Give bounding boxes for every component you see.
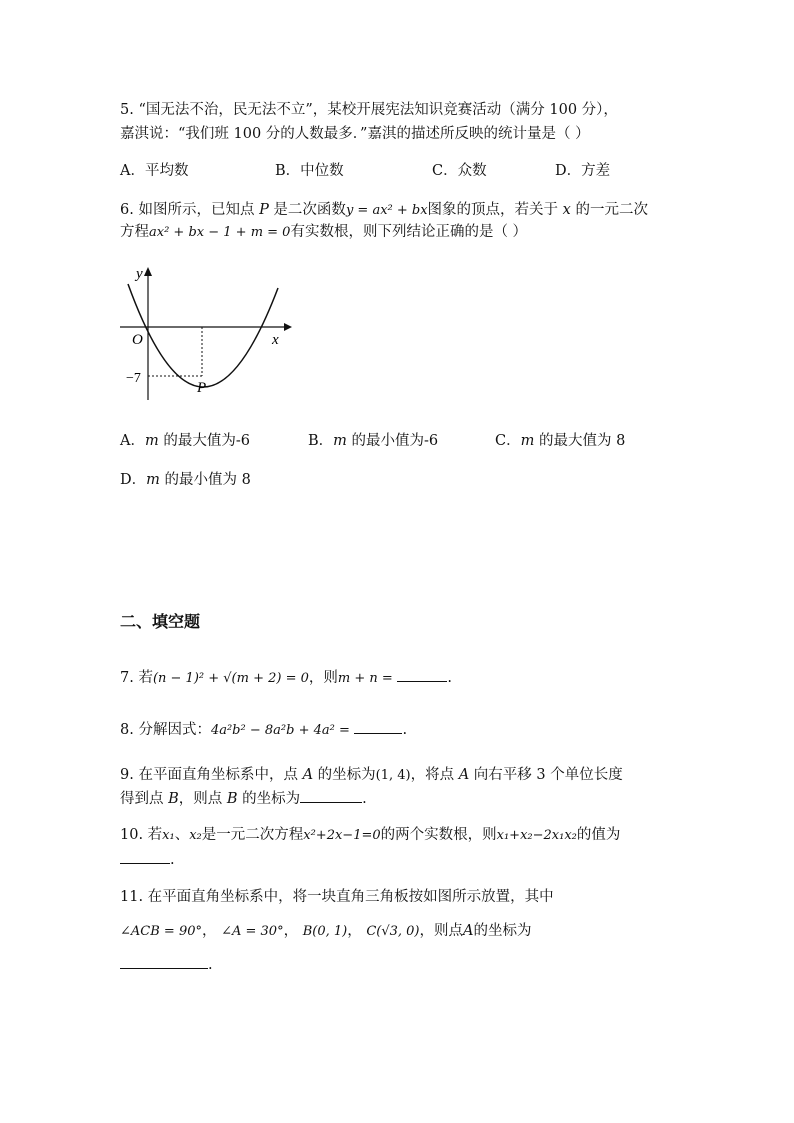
q6-text: 方程 [120,224,149,240]
q11-point-b: B(0, 1) [302,924,348,939]
q5-option-a: A．平均数 [120,163,189,179]
option-text: 的最大值为 8 [534,433,626,449]
q11-sep: ， [347,923,362,939]
q11-point-a: A [463,923,474,939]
q8-expression: 4a²b² − 8a²b + 4a² = [210,723,350,738]
q8-answer-blank[interactable] [354,719,402,734]
q8-line [120,719,407,741]
option-letter: D． [120,472,147,488]
q10-text: 10. 若 [120,827,163,843]
var-m: m [144,433,159,449]
q5-option-d: D．方差 [555,163,611,179]
q10-line2 [120,849,175,870]
q10-text: 是一元二次方程 [201,827,304,843]
q9-text: 9. 在平面直角坐标系中，点 [120,767,303,783]
q5-line2: 嘉淇说：“我们班 100 分的人数最多．”嘉淇的描述所反映的统计量是（ ） [120,126,590,142]
q9-point-a: A [302,767,314,783]
var-m: m [146,472,160,488]
var-m: m [520,433,535,449]
q7-answer-blank[interactable] [397,667,447,682]
q10-end: . [170,852,175,868]
q7-line [120,667,452,689]
q10-text: 的值为 [576,827,621,843]
q9-text: ，将点 [410,767,459,783]
q7-end: . [447,670,452,686]
q6-text: 图象的顶点，若关于 [427,202,563,218]
q9-point-b: B [168,791,179,807]
q6-var-x: x [562,202,571,218]
section-heading: 二、填空题 [120,612,201,631]
q11-line2 [120,921,531,942]
parabola-graph [112,262,297,402]
q5-option-c: C．众数 [432,163,487,179]
q11-sep: ， [201,923,217,939]
q11-point-c: C(√3, 0) [366,924,420,939]
q10-x2: x₂ [189,828,202,843]
option-letter: B． [308,433,334,449]
q10-equation: x²+2x−1=0 [303,828,381,843]
option-text: 的最小值为-6 [346,433,439,449]
q9-answer-blank[interactable] [300,788,362,803]
q6-function: y = ax² + bx [345,203,428,218]
q11-text: 的坐标为 [473,923,532,939]
vertex-y-label: −7 [126,371,141,386]
q6-option-a [120,431,250,451]
q7-expression: (n − 1)² + √(m + 2) = 0 [152,671,309,686]
q6-line2 [120,222,527,243]
q7-text: ，则 [308,670,338,686]
q6-option-d [120,470,251,490]
q7-expression-2: m + n = [337,671,393,686]
q5-option-b: B．中位数 [275,163,344,179]
q11-line3 [120,954,213,975]
q11-sep: ， [283,923,299,939]
q7-text: 7. 若 [120,670,153,686]
var-m: m [333,433,347,449]
y-axis-label: y [136,266,143,282]
y-axis-arrow [144,267,152,276]
q6-text: 6. 如图所示，已知点 [120,202,260,218]
q9-line1 [120,765,623,786]
option-letter: C． [495,433,521,449]
q9-text: 的坐标为 [313,767,376,783]
q9-coordinate: (1, 4) [375,768,411,783]
q8-text: 8. 分解因式： [120,722,211,738]
q9-text: 向右平移 3 个单位长度 [469,767,623,783]
q10-x1: x₁ [162,828,175,843]
q6-text: 的一元二次 [570,202,648,218]
q9-point-a: A [458,767,470,783]
q9-line2 [120,788,367,809]
origin-label: O [132,332,143,348]
q9-point-b: B [226,791,238,807]
q6-equation: ax² + bx − 1 + m = 0 [149,225,291,240]
x-axis-label: x [272,332,279,348]
option-text: 的最大值为-6 [158,433,250,449]
q11-angle-acb: ∠ACB = 90° [120,924,202,939]
q6-option-c [495,431,625,451]
q10-text: 、 [174,827,190,843]
q6-option-b [308,431,438,451]
q9-text: 的坐标为 [237,791,301,807]
x-axis-arrow [284,323,292,331]
q11-end: . [208,957,213,973]
q11-answer-blank[interactable] [120,954,208,969]
q9-text: ，则点 [178,791,227,807]
vertex-label: P [197,380,207,396]
q6-text: 是二次函数 [268,202,346,218]
option-letter: A． [120,433,145,449]
q11-line1: 11. 在平面直角坐标系中，将一块直角三角板按如图所示放置，其中 [120,889,554,905]
q11-angle-a: ∠A = 30° [221,924,284,939]
q10-expression: x₁+x₂−2x₁x₂ [496,828,577,843]
q8-end: . [402,722,408,738]
q6-text: 有实数根，则下列结论正确的是（ ） [290,224,528,240]
q9-text: 得到点 [120,791,169,807]
q11-text: ，则点 [419,923,463,939]
q5-line1: 5. “国无法不治，民无法不立”，某校开展宪法知识竞赛活动（满分 100 分）， [120,102,618,118]
parabola-curve [128,284,278,387]
q9-end: . [362,791,367,807]
q10-text: 的两个实数根，则 [380,827,497,843]
q10-answer-blank[interactable] [120,849,170,864]
q6-line1 [120,200,648,221]
q6-point-p: P [259,202,269,218]
option-text: 的最小值为 8 [159,472,251,488]
q10-line1 [120,825,620,846]
